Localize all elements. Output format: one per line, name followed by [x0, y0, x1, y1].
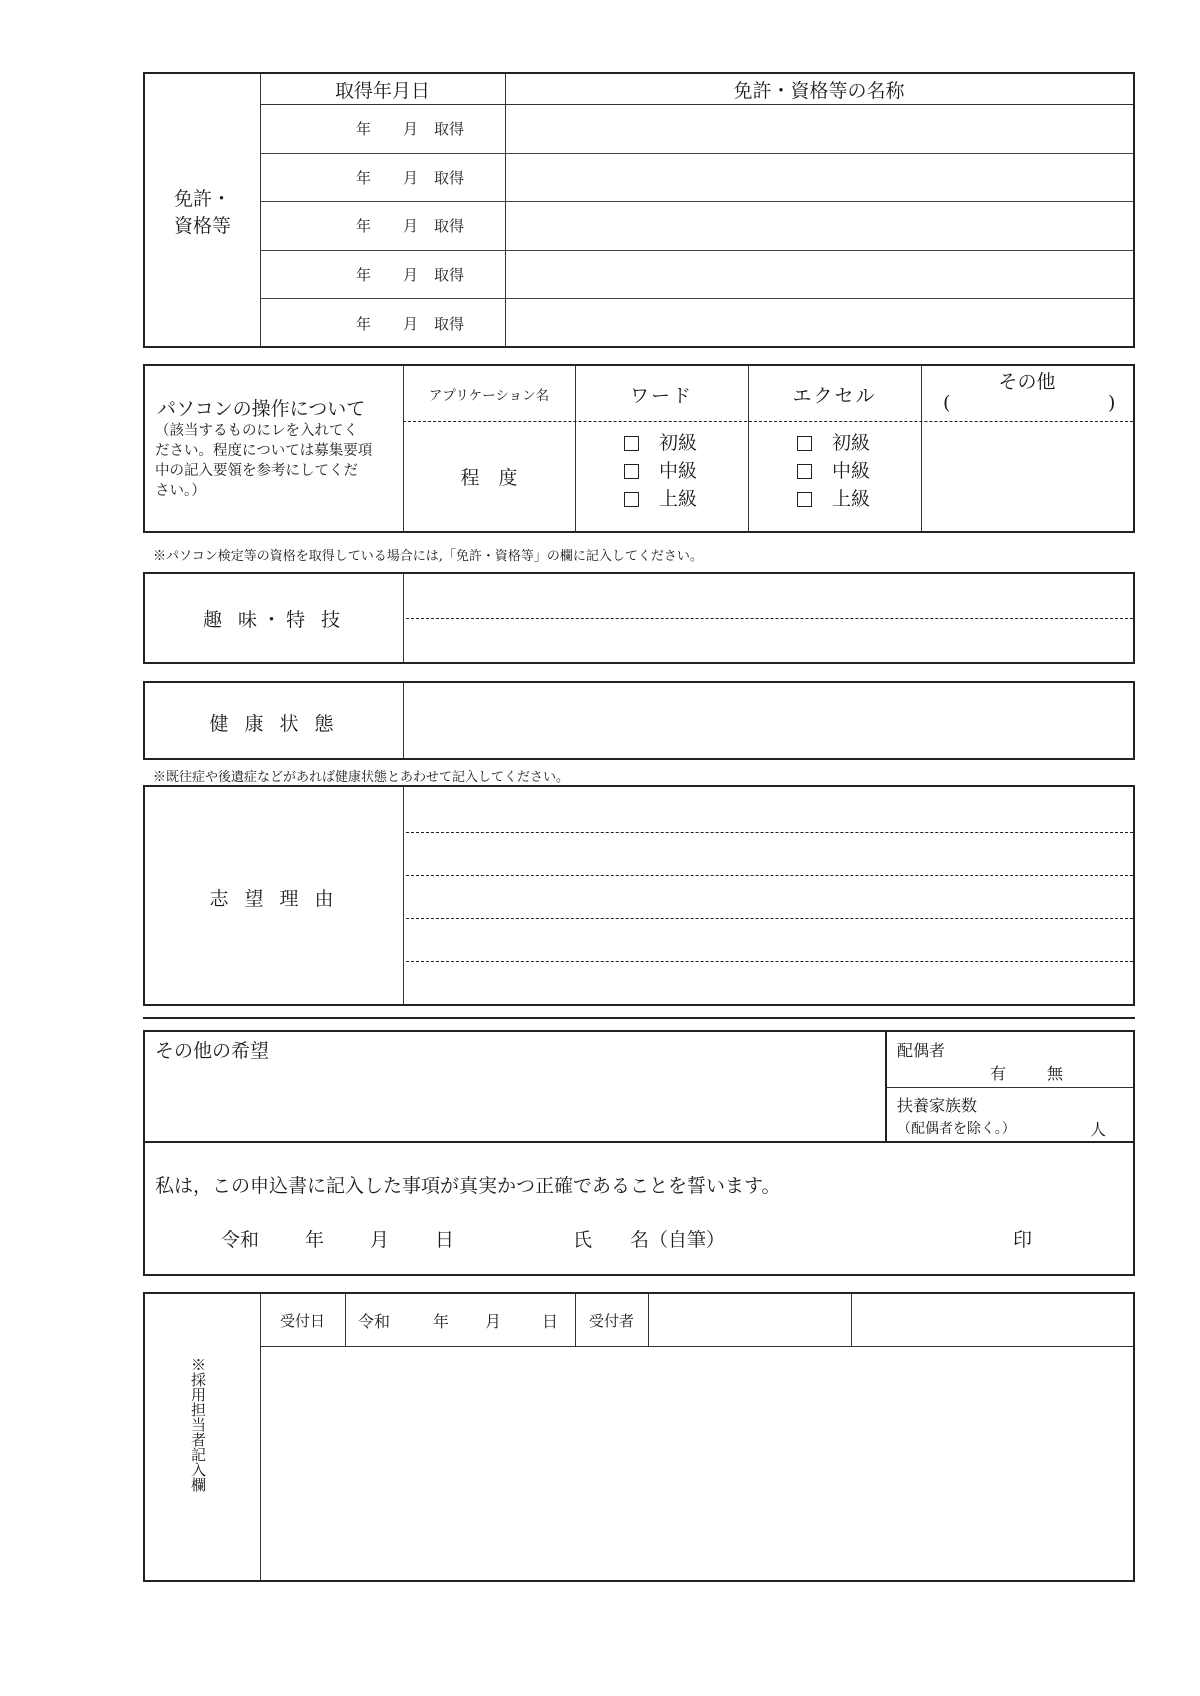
license-row-acquired: 取得: [434, 120, 465, 139]
license-row-year: 年: [356, 120, 372, 139]
motivation-label: 志 望 理 由: [209, 888, 339, 910]
health-input[interactable]: [407, 683, 1133, 756]
col-header-date: 取得年月日: [334, 80, 430, 102]
excel-level-advanced[interactable]: 上級: [797, 485, 870, 513]
spouse-label: 配偶者: [897, 1041, 946, 1060]
license-row-acquired: 取得: [434, 266, 465, 285]
license-row-year: 年: [356, 168, 372, 187]
dependents-unit: 人: [1090, 1120, 1107, 1139]
hobby-input[interactable]: [407, 574, 1133, 660]
pledge-day: 日: [435, 1229, 455, 1251]
license-row: [260, 250, 1133, 299]
licenses-section-label: 免許・ 資格等: [173, 188, 231, 237]
pledge-text: 私は，この申込書に記入した事項が真実かつ正確であることを誓います。: [155, 1175, 781, 1197]
license-row: [260, 153, 1133, 202]
staff-notes-input[interactable]: [263, 1349, 1131, 1578]
checkbox-icon[interactable]: [797, 464, 812, 479]
pc-note: ※パソコン検定等の資格を取得している場合には,「免許・資格等」の欄に記入してください。: [153, 549, 703, 564]
license-name-input[interactable]: [507, 252, 1131, 297]
checkbox-icon[interactable]: [624, 492, 639, 507]
staff-use-section: [143, 1292, 1135, 1582]
received-day: 日: [542, 1312, 559, 1331]
health-section: [143, 681, 1135, 760]
license-name-input[interactable]: [507, 300, 1131, 345]
license-row: [260, 104, 1133, 153]
license-name-input[interactable]: [507, 155, 1131, 200]
received-year: 年: [433, 1312, 450, 1331]
other-app-name-input[interactable]: [960, 392, 1105, 416]
receiver-input[interactable]: [651, 1296, 849, 1344]
other-label: その他: [998, 371, 1056, 393]
license-name-input[interactable]: [507, 203, 1131, 248]
license-row-year: 年: [356, 314, 372, 333]
license-row-month: 月: [403, 217, 419, 236]
app-name-label: アプリケーション名: [428, 388, 550, 404]
received-month: 月: [485, 1312, 502, 1331]
license-name-input[interactable]: [507, 106, 1131, 151]
word-level-advanced[interactable]: 上級: [624, 485, 697, 513]
hobby-section: [143, 572, 1135, 664]
motivation-input[interactable]: [407, 787, 1133, 1002]
checkbox-icon[interactable]: [797, 492, 812, 507]
checkbox-icon[interactable]: [624, 464, 639, 479]
license-row-month: 月: [403, 168, 419, 187]
excel-level-intermediate[interactable]: 中級: [797, 457, 870, 485]
other-wishes-input[interactable]: [151, 1064, 879, 1138]
word-label: ワード: [629, 385, 693, 407]
checkbox-icon[interactable]: [797, 436, 812, 451]
license-row-acquired: 取得: [434, 314, 465, 333]
staff-section-label: ※採用担当者記入欄: [189, 1357, 207, 1492]
pledge-name-input[interactable]: [745, 1220, 995, 1250]
license-row-acquired: 取得: [434, 168, 465, 187]
word-level-intermediate[interactable]: 中級: [624, 457, 697, 485]
spouse-yes-option[interactable]: 有: [990, 1064, 1007, 1083]
pledge-month: 月: [370, 1229, 390, 1251]
section-divider: [143, 1017, 1135, 1019]
received-era: 令和: [358, 1312, 391, 1331]
other-paren-open: (: [943, 392, 951, 414]
word-level-beginner[interactable]: 初級: [624, 429, 697, 457]
motivation-section: [143, 785, 1135, 1006]
pc-skills-title: パソコンの操作について: [157, 398, 366, 420]
other-wishes-section: [143, 1030, 1135, 1276]
health-label: 健 康 状 態: [209, 713, 339, 735]
received-date-label: 受付日: [279, 1312, 325, 1330]
other-level-input[interactable]: [923, 424, 1131, 529]
licenses-section: [143, 72, 1135, 348]
pledge-era: 令和: [221, 1229, 260, 1251]
dependents-note: （配偶者を除く。）: [897, 1121, 1016, 1137]
dependents-label: 扶養家族数: [897, 1096, 978, 1115]
license-row: [260, 298, 1133, 347]
license-row-acquired: 取得: [434, 217, 465, 236]
excel-level-options: [797, 429, 870, 513]
receiver-label: 受付者: [588, 1312, 634, 1330]
seal-mark: 印: [1013, 1229, 1033, 1251]
license-row: [260, 201, 1133, 250]
pc-skills-section: [143, 364, 1135, 533]
excel-label: エクセル: [792, 385, 877, 407]
dependents-count-input[interactable]: [1025, 1114, 1085, 1136]
license-row-year: 年: [356, 266, 372, 285]
hobby-label: 趣 味・特 技: [202, 609, 346, 631]
license-row-month: 月: [403, 120, 419, 139]
excel-level-beginner[interactable]: 初級: [797, 429, 870, 457]
pledge-name-label: 氏 名（自筆）: [573, 1229, 726, 1251]
degree-label: 程 度: [460, 467, 518, 489]
spouse-no-option[interactable]: 無: [1047, 1064, 1064, 1083]
pc-skills-description: （該当するものにレを入れてく ださい。程度については募集要項 中の記入要領を参考にしてくだ さい。）: [155, 423, 373, 499]
license-row-month: 月: [403, 314, 419, 333]
other-paren-close: ): [1108, 392, 1116, 414]
word-level-options: [624, 429, 697, 513]
license-row-year: 年: [356, 217, 372, 236]
checkbox-icon[interactable]: [624, 436, 639, 451]
pledge-year: 年: [305, 1229, 325, 1251]
health-note: ※既往症や後遺症などがあれば健康状態とあわせて記入してください。: [153, 770, 570, 785]
col-header-name: 免許・資格等の名称: [733, 80, 905, 102]
license-row-month: 月: [403, 266, 419, 285]
extra-input[interactable]: [854, 1296, 1131, 1344]
other-wishes-label: その他の希望: [155, 1040, 270, 1062]
